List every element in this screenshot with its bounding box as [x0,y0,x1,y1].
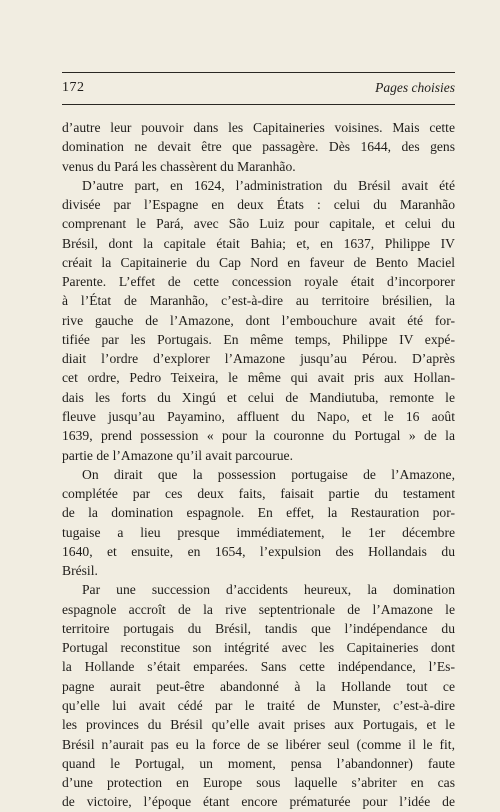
text-line: D’autre part, en 1624, l’administration du Brésil avait été [82,177,455,193]
text-line: Brésil. [62,563,98,579]
text-line: Brésil n’aurait pas eu la force de se libérer seul (comme il le fit, [62,736,455,752]
text-line: Par une succession d’accidents heureux, la domination [82,582,455,598]
page-number: 172 [62,80,85,95]
text-line: d’autre leur pouvoir dans les Capitaineries voisines. Mais cette [62,120,455,135]
text-line: pagne aurait peut-être abandonné à la Hollande tout ce [62,678,455,694]
text-line: tifiée par les Portugais. En même temps, Philippe IV expé- [62,331,455,347]
text-line: 1640, et ensuite, en 1654, l’expulsion des Hollandais du [62,543,455,559]
text-line: d’une protection en Europe sous laquelle s’abriter en cas [62,775,455,791]
text-line: On dirait que la possession portugaise de l’Amazone, [82,466,455,482]
text-line: divisée par l’Espagne en deux États : celui du Maranhão [62,197,455,213]
header-bottom-rule [62,104,455,105]
text-line: territoire portugais du Brésil, tandis que l’indépendance du [62,620,455,636]
text-line: domination ne devait être que passagère. Dès 1644, des gens [62,139,455,155]
header-top-rule [62,72,455,73]
text-line: les provinces du Brésil qu’elle avait prises aux Portugais, et le [62,717,455,733]
text-line: tugaise a lieu presque immédiatement, le 1er décembre [62,524,455,540]
body-text [62,118,455,812]
text-line: de la domination espagnole. En effet, la Restauration por- [62,505,455,521]
text-line: dais les forts du Xingú et celui de Mandiutuba, remonte le [62,389,455,405]
text-line: créait la Capitainerie du Cap Nord en faveur de Bento Maciel [62,254,455,270]
text-line: à l’État de Maranhão, c’est-à-dire au territoire brésilien, la [62,293,455,309]
text-line: qu’elle lui avait cédé par le traité de Munster, c’est-à-dire [62,697,455,713]
text-line: espagnole accroît de la rive septentrionale de l’Amazone le [62,601,455,617]
text-line: partie de l’Amazone qu’il avait parcourue. [62,447,293,463]
text-line: Portugal reconstitue son intégrité avec les Capitaineries dont [62,640,455,656]
text-line: de victoire, l’époque étant encore prématurée pour l’idée de [62,794,455,810]
text-line: comprenant le Pará, avec São Luiz pour capitale, et celui du [62,216,455,232]
text-line: cet ordre, Pedro Teixeira, le même qui avait pris aux Hollan- [62,370,455,386]
text-line: quand le Portugal, un moment, pensa l’abandonner) faute [62,755,455,771]
text-line: rive gauche de l’Amazone, dont l’embouchure avait été for- [62,312,455,328]
text-line: Brésil, dont la capitale était Bahia; et, en 1637, Philippe IV [62,235,455,251]
text-line: complétée par ces deux faits, faisait partie du testament [62,486,455,502]
text-line: diait l’ordre d’explorer l’Amazone jusqu’au Pérou. D’après [62,351,455,367]
text-line: la Hollande s’était emparées. Sans cette indépendance, l’Es- [62,659,455,675]
text-line: 1639, prend possession « pour la couronne du Portugal » de la [62,428,455,444]
text-line: Parente. L’effet de cette concession royale était d’incorporer [62,274,455,290]
text-line: fleuve jusqu’au Payamino, affluent du Napo, et le 16 août [62,408,455,424]
running-title: Pages choisies [375,80,455,95]
text-line: venus du Pará les chassèrent du Maranhão. [62,158,296,174]
